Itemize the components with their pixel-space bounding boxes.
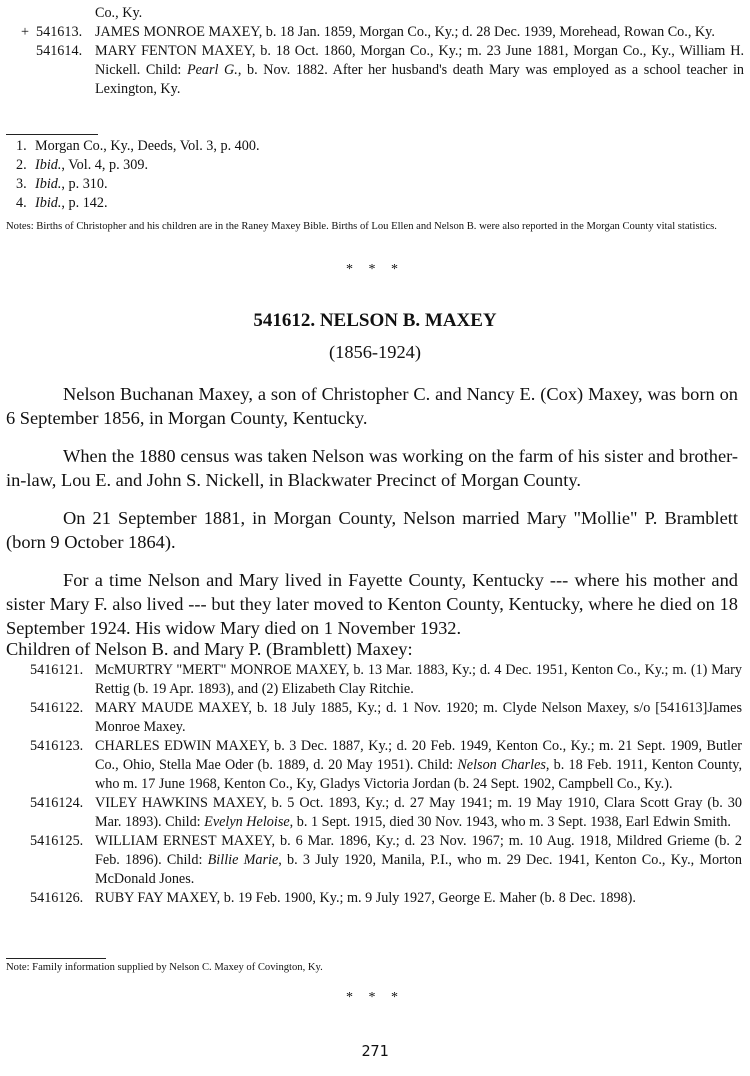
footnote [0, 175, 750, 194]
entry-number: 541614. [36, 43, 83, 59]
footnote-number: 3. [16, 176, 27, 192]
page-number: 271 [361, 1042, 389, 1060]
child-entry [95, 699, 742, 737]
paragraph: Nelson Buchanan Maxey, a son of Christopher C. and Nancy E. (Cox) Maxey, was born on 6 September 1856, in Morgan County, Kentucky. [6, 384, 738, 428]
footnote-text [35, 137, 260, 156]
footnote-text [35, 175, 108, 194]
footnote-italic: Ibid. [35, 157, 62, 173]
child-text-after: , b. 3 July 1920, Manila, P.I., who m. 29 Dec. 1941, Kenton Co., Ky., Morton McDonald Jones. [95, 852, 742, 887]
footnote [0, 156, 750, 175]
list-item [0, 832, 750, 889]
biography-body [6, 382, 738, 654]
list-item [0, 42, 750, 99]
child-text-after: , b. 18 Feb. 1911, Kenton County, who m. 17 June 1968, Kenton Co., Ky, Gladys Victoria Jordan (b. 24 Sept. 1902, Campbell Co., Ky.). [95, 757, 742, 792]
list-item [0, 794, 750, 832]
child-text: CHARLES EDWIN MAXEY, b. 3 Dec. 1887, Ky.; d. 20 Feb. 1949, Kenton Co., Ky.; m. 21 Sept. 1909, Butler Co., Ohio, Stella Mae Oder (b. 1889, d. 20 May 1951). Child: [95, 738, 742, 773]
child-text: VILEY HAWKINS MAXEY, b. 5 Oct. 1893, Ky.; d. 27 May 1941; m. 19 May 1910, Clara Scott Gray (b. 30 Mar. 1893). Child: [95, 795, 742, 830]
footnotes [0, 137, 750, 213]
child-number: 5416126. [30, 890, 84, 906]
footnote-number: 4. [16, 195, 27, 211]
child-entry [95, 737, 742, 794]
child-entry [95, 794, 742, 832]
entry-text: Co., Ky. [95, 5, 143, 21]
entry-text-after: , b. Nov. 1882. After her husband's death Mary was employed as a school teacher in Lexington, Ky. [95, 62, 744, 97]
footnote-italic: Ibid. [35, 195, 62, 211]
child-text: RUBY FAY MAXEY, b. 19 Feb. 1900, Ky.; m. 9 July 1927, George E. Maher (b. 8 Dec. 1898). [95, 890, 636, 906]
list-item [0, 889, 750, 908]
footnote-body: Morgan Co., Ky., Deeds, Vol. 3, p. 400. [35, 138, 260, 154]
footnote-number: 2. [16, 157, 27, 173]
child-entry [95, 889, 742, 908]
child-number: 5416125. [30, 833, 84, 849]
child-text: McMURTRY "MERT" MONROE MAXEY, b. 13 Mar. 1883, Ky.; d. 4 Dec. 1951, Kenton Co., Ky.; m. (1) Mary Rettig (b. 19 Apr. 1893), and (2) Elizabeth Clay Ritchie. [95, 662, 742, 697]
footnote [0, 137, 750, 156]
section-separator: * * * [346, 262, 404, 277]
section-separator: * * * [346, 990, 404, 1005]
footnote-divider [6, 134, 98, 135]
family-info-note: Note: Family information supplied by Nelson C. Maxey of Covington, Ky. [6, 962, 323, 973]
list-item [0, 661, 750, 699]
child-name-italic: Billie Marie [207, 852, 279, 868]
footnote-body: , p. 142. [61, 195, 108, 211]
list-item [0, 4, 750, 23]
entry-text [95, 42, 744, 99]
child-number: 5416122. [30, 700, 84, 716]
footnote-italic: Ibid. [35, 176, 62, 192]
child-text: MARY MAUDE MAXEY, b. 18 July 1885, Ky.; d. 1 Nov. 1920; m. Clyde Nelson Maxey, s/o [541613]James Monroe Maxey. [95, 700, 742, 735]
entry-text: JAMES MONROE MAXEY, b. 18 Jan. 1859, Morgan Co., Ky.; d. 28 Dec. 1939, Morehead, Rowan Co., Ky. [95, 24, 715, 40]
footnote-number: 1. [16, 138, 27, 154]
entry-plus-marker: + [21, 24, 30, 40]
entry-text-before: MARY FENTON MAXEY, b. 18 Oct. 1860, Morgan Co., Ky.; m. 23 June 1881, Morgan Co., Ky., William H. Nickell. Child: [95, 43, 744, 78]
list-item [0, 699, 750, 737]
footnote-text [35, 156, 148, 175]
child-name-italic: Pearl G. [186, 62, 238, 78]
child-number: 5416121. [30, 662, 84, 678]
notes-divider [6, 958, 106, 959]
footnote-body: , Vol. 4, p. 309. [61, 157, 148, 173]
entry-number: 541613. [36, 24, 83, 40]
child-entry [95, 832, 742, 889]
child-text: WILLIAM ERNEST MAXEY, b. 6 Mar. 1896, Ky.; d. 23 Nov. 1967; m. 10 Aug. 1918, Mildred Grieme (b. 2 Feb. 1896). Child: [95, 833, 742, 868]
source-notes: Notes: Births of Christopher and his children are in the Raney Maxey Bible. Births of Lou Ellen and Nelson B. were also reported in the Morgan County vital statistics. [6, 221, 717, 232]
list-item [0, 737, 750, 794]
children-list [0, 661, 750, 908]
child-name-italic: Evelyn Heloise [204, 814, 290, 830]
children-heading: Children of Nelson B. and Mary P. (Bramblett) Maxey: [6, 639, 413, 659]
child-text-after: , b. 1 Sept. 1915, died 30 Nov. 1943, who m. 3 Sept. 1938, Earl Edwin Smith. [289, 814, 731, 830]
paragraph: On 21 September 1881, in Morgan County, Nelson married Mary "Mollie" P. Bramblett (born 9 October 1864). [6, 508, 738, 552]
child-number: 5416124. [30, 795, 84, 811]
footnote-body: , p. 310. [61, 176, 108, 192]
paragraph: When the 1880 census was taken Nelson was working on the farm of his sister and brother-in-law, Lou E. and John S. Nickell, in Blackwater Precinct of Morgan County. [6, 446, 738, 490]
child-number: 5416123. [30, 738, 84, 754]
list-item [0, 23, 750, 42]
footnote-text [35, 194, 108, 213]
child-name-italic: Nelson Charles [457, 757, 546, 773]
child-entry [95, 661, 742, 699]
lifespan-dates: (1856-1924) [329, 342, 421, 362]
paragraph: For a time Nelson and Mary lived in Fayette County, Kentucky --- where his mother and sister Mary F. also lived --- but they later moved to Kenton County, Kentucky, where he died on 18 September 1924. His widow Mary died on 1 November 1932. [6, 570, 738, 638]
continued-entries [0, 4, 750, 99]
section-heading: 541612. NELSON B. MAXEY [253, 310, 497, 331]
footnote [0, 194, 750, 213]
